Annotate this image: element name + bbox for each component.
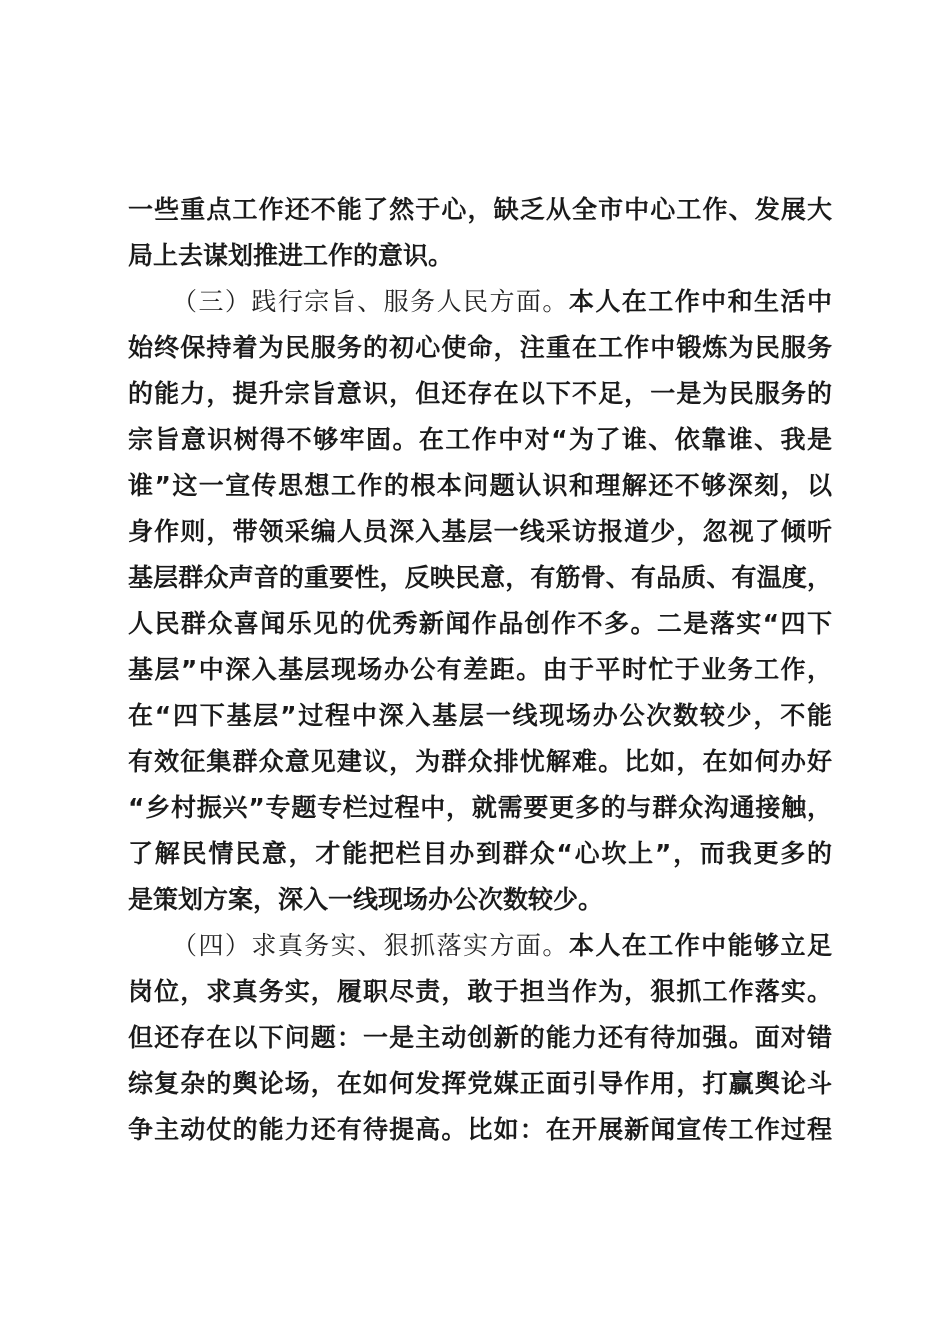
- section-text: 本人在工作中能够立足: [568, 931, 832, 960]
- text-line: 一些重点工作还不能了然于心，缺乏从全市中心工作、发展大: [128, 195, 832, 224]
- text-line: 但还存在以下问题：一是主动创新的能力还有待加强。面对错: [128, 1023, 832, 1052]
- section-text: 本人在工作中和生活中: [568, 287, 832, 316]
- text-line: 在“四下基层”过程中深入基层一线现场办公次数较少，不能: [128, 701, 832, 730]
- text-line: 人民群众喜闻乐见的优秀新闻作品创作不多。二是落实“四下: [128, 609, 832, 638]
- text-line: 局上去谋划推进工作的意识。: [128, 241, 454, 270]
- text-line: 身作则，带领采编人员深入基层一线采访报道少，忽视了倾听: [128, 517, 832, 546]
- section-heading-line: [128, 279, 832, 325]
- text-line: 争主动仗的能力还有待提高。比如：在开展新闻宣传工作过程: [128, 1115, 832, 1144]
- text-line: 谁”这一宣传思想工作的根本问题认识和理解还不够深刻，以: [128, 471, 832, 500]
- section-heading-line: [128, 923, 832, 969]
- body-text: [128, 187, 832, 1153]
- text-line: 基层群众声音的重要性，反映民意，有筋骨、有品质、有温度，: [128, 563, 832, 592]
- text-line: 宗旨意识树得不够牢固。在工作中对“为了谁、依靠谁、我是: [128, 425, 832, 454]
- text-line: 了解民情民意，才能把栏目办到群众“心坎上”，而我更多的: [128, 839, 832, 868]
- text-line: 有效征集群众意见建议，为群众排忧解难。比如，在如何办好: [128, 747, 832, 776]
- text-line: 基层”中深入基层现场办公有差距。由于平时忙于业务工作，: [128, 655, 832, 684]
- text-line: “乡村振兴”专题专栏过程中，就需要更多的与群众沟通接触，: [128, 793, 832, 822]
- text-line: 岗位，求真务实，履职尽责，敢于担当作为，狠抓工作落实。: [128, 977, 832, 1006]
- text-line: 的能力，提升宗旨意识，但还存在以下不足，一是为民服务的: [128, 379, 832, 408]
- text-line: 综复杂的舆论场，在如何发挥党媒正面引导作用，打赢舆论斗: [128, 1069, 832, 1098]
- text-line: 始终保持着为民服务的初心使命，注重在工作中锻炼为民服务: [128, 333, 832, 362]
- text-line: 是策划方案，深入一线现场办公次数较少。: [128, 885, 604, 914]
- section-heading: （三）践行宗旨、服务人民方面。: [172, 287, 569, 316]
- section-heading: （四）求真务实、狠抓落实方面。: [172, 931, 569, 960]
